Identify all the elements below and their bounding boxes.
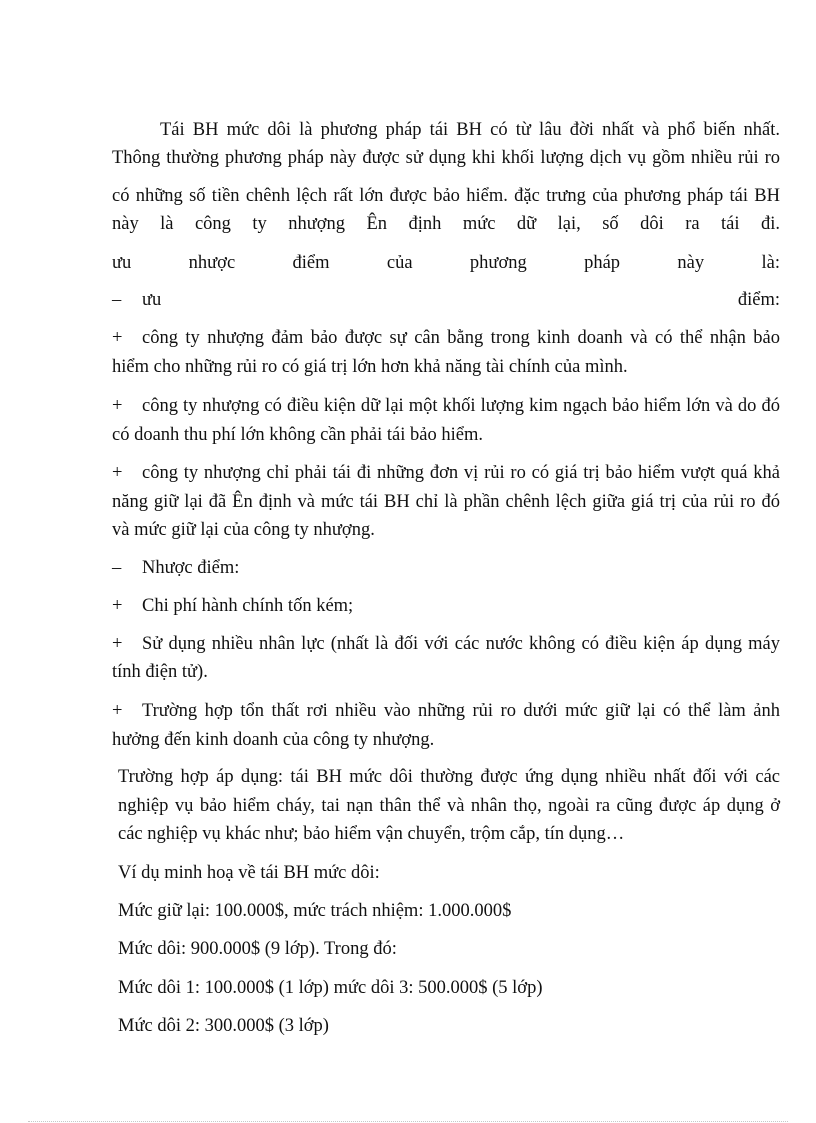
advantage-3-line-3: và mức giữ lại của công ty nhượng. bbox=[112, 520, 375, 540]
advantage-2-line-2: có doanh thu phí lớn không cần phải tái bảo hiểm. bbox=[112, 425, 483, 445]
paragraph-1-line-2: Thông thường phương pháp này được sử dụng khi khối lượng dịch vụ gồm nhiều rủi ro bbox=[112, 148, 780, 168]
plus-marker: + bbox=[112, 596, 123, 616]
advantage-1-line-1 bbox=[112, 326, 780, 350]
advantage-3-line-2: năng giữ lại đã Ên định và mức tái BH chỉ là phần chênh lệch giữa giá trị của rủi ro đó bbox=[112, 492, 780, 512]
example-title: Ví dụ minh hoạ về tái BH mức dôi: bbox=[118, 863, 380, 883]
disadvantage-3-line-1 bbox=[112, 699, 780, 723]
advantage-1-line-2: hiểm cho những rủi ro có giá trị lớn hơn khả năng tài chính của mình. bbox=[112, 357, 628, 377]
example-surplus: Mức dôi: 900.000$ (9 lớp). Trong đó: bbox=[118, 939, 397, 959]
paragraph-1-line-4: này là công ty nhượng Ên định mức dữ lại, số dôi ra tái đi. bbox=[112, 214, 780, 234]
advantage-3-line-1 bbox=[112, 461, 780, 485]
plus-marker: + bbox=[112, 396, 123, 416]
advantages-heading-left: ưu bbox=[142, 290, 162, 310]
disadvantage-2-line-1 bbox=[112, 632, 780, 656]
disadvantage-3-line-2: hưởng đến kinh doanh của công ty nhượng. bbox=[112, 730, 435, 750]
example-surplus-2: Mức dôi 2: 300.000$ (3 lớp) bbox=[118, 1016, 329, 1036]
advantage-3-text: công ty nhượng chỉ phải tái đi những đơn vị rủi ro có giá trị bảo hiểm vượt quá khả bbox=[142, 463, 780, 483]
advantages-heading bbox=[112, 288, 780, 312]
advantage-2-line-1 bbox=[112, 394, 780, 418]
plus-marker: + bbox=[112, 701, 123, 721]
application-line-3: các nghiệp vụ khác như; bảo hiểm vận chuyển, trộm cắp, tín dụng… bbox=[118, 824, 625, 844]
advantage-1-text: công ty nhượng đảm bảo được sự cân bằng trong kinh doanh và có thể nhận bảo bbox=[142, 328, 780, 348]
dash-marker: – bbox=[112, 290, 122, 310]
paragraph-1-line-1: Tái BH mức dôi là phương pháp tái BH có từ lâu đời nhất và phổ biến nhất. bbox=[160, 120, 780, 140]
plus-marker: + bbox=[112, 328, 123, 348]
disadvantage-1-line-1 bbox=[112, 594, 780, 618]
disadvantages-heading-text: Nhược điểm: bbox=[142, 558, 240, 578]
example-surplus-1-3: Mức dôi 1: 100.000$ (1 lớp) mức dôi 3: 500.000$ (5 lớp) bbox=[118, 978, 543, 998]
disadvantage-1-text: Chi phí hành chính tốn kém; bbox=[142, 596, 354, 616]
plus-marker: + bbox=[112, 463, 123, 483]
plus-marker: + bbox=[112, 634, 123, 654]
disadvantage-2-text: Sử dụng nhiều nhân lực (nhất là đối với các nước không có điều kiện áp dụng máy bbox=[142, 634, 780, 654]
example-retention: Mức giữ lại: 100.000$, mức trách nhiệm: 1.000.000$ bbox=[118, 901, 512, 921]
disadvantage-2-line-2: tính điện tử). bbox=[112, 662, 208, 682]
disadvantage-3-text: Trường hợp tổn thất rơi nhiều vào những rủi ro dưới mức giữ lại có thể làm ảnh bbox=[142, 701, 780, 721]
application-line-1: Trường hợp áp dụng: tái BH mức dôi thường được ứng dụng nhiều nhất đối với các bbox=[118, 767, 780, 787]
paragraph-1-line-5: ưu nhược điểm của phương pháp này là: bbox=[112, 253, 780, 273]
advantage-2-text: công ty nhượng có điều kiện dữ lại một khối lượng kim ngạch bảo hiểm lớn và do đó bbox=[142, 396, 780, 416]
disadvantages-heading bbox=[112, 556, 780, 580]
application-line-2: nghiệp vụ bảo hiểm cháy, tai nạn thân thể và nhân thọ, ngoài ra cũng được áp dụng ở bbox=[118, 796, 780, 816]
paragraph-1-line-3: có những số tiền chênh lệch rất lớn được bảo hiểm. đặc trưng của phương pháp tái BH bbox=[112, 186, 780, 206]
page-bottom-divider bbox=[28, 1121, 788, 1122]
dash-marker: – bbox=[112, 558, 122, 578]
advantages-heading-right: điểm: bbox=[737, 290, 780, 310]
